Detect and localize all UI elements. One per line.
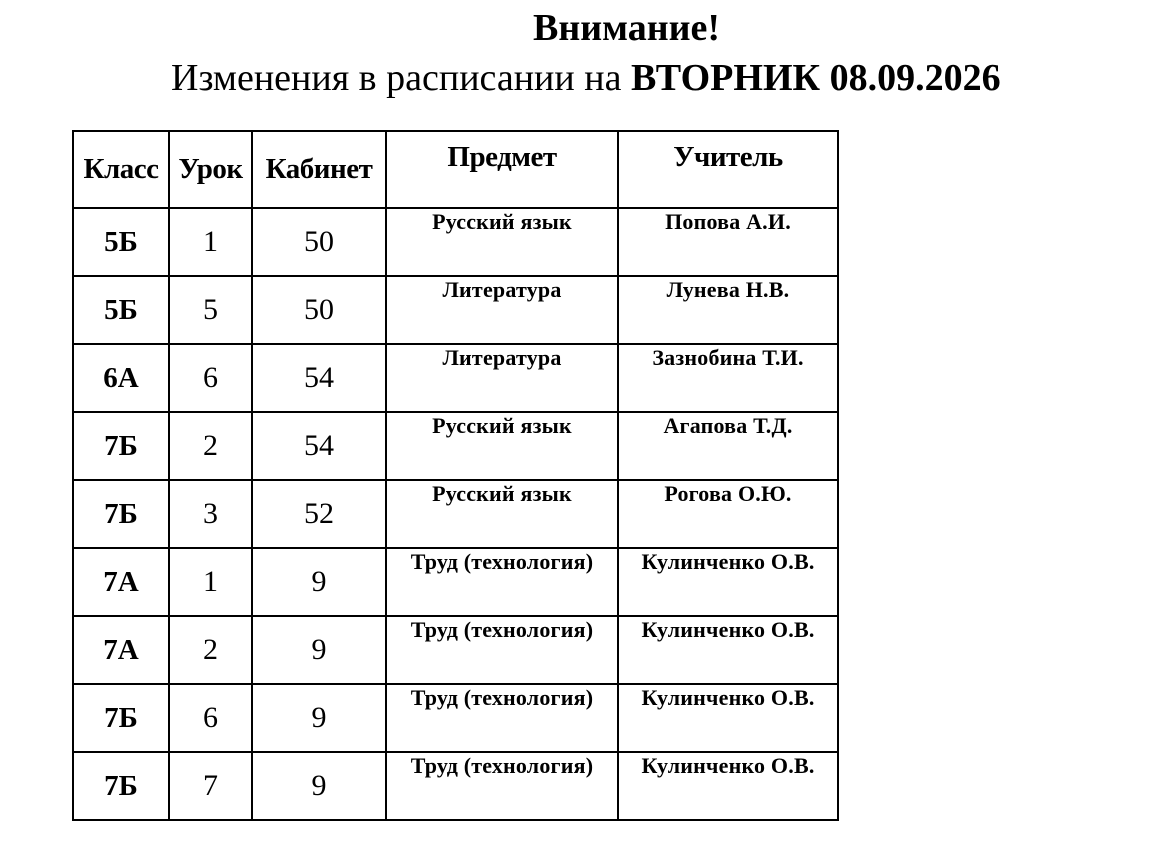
cell-class: 7А xyxy=(73,616,169,684)
cell-lesson: 3 xyxy=(169,480,252,548)
cell-subject: Труд (технология) xyxy=(386,752,618,820)
cell-room: 9 xyxy=(252,684,386,752)
notice-subtitle xyxy=(171,56,1001,100)
cell-teacher: Зазнобина Т.И. xyxy=(618,344,838,412)
cell-lesson: 5 xyxy=(169,276,252,344)
cell-class: 7Б xyxy=(73,752,169,820)
cell-subject: Русский язык xyxy=(386,208,618,276)
cell-class: 7А xyxy=(73,548,169,616)
cell-subject: Литература xyxy=(386,276,618,344)
table-row xyxy=(73,276,838,344)
cell-class: 5Б xyxy=(73,276,169,344)
cell-room: 50 xyxy=(252,208,386,276)
header-lesson: Урок xyxy=(169,131,252,208)
cell-lesson: 1 xyxy=(169,208,252,276)
table-header-row xyxy=(73,131,838,208)
cell-teacher: Кулинченко О.В. xyxy=(618,752,838,820)
cell-teacher: Агапова Т.Д. xyxy=(618,412,838,480)
cell-lesson: 1 xyxy=(169,548,252,616)
cell-class: 7Б xyxy=(73,684,169,752)
cell-teacher: Рогова О.Ю. xyxy=(618,480,838,548)
cell-subject: Труд (технология) xyxy=(386,548,618,616)
cell-class: 7Б xyxy=(73,480,169,548)
cell-room: 54 xyxy=(252,412,386,480)
cell-lesson: 7 xyxy=(169,752,252,820)
cell-teacher: Лунева Н.В. xyxy=(618,276,838,344)
table-row xyxy=(73,684,838,752)
cell-room: 54 xyxy=(252,344,386,412)
cell-class: 6А xyxy=(73,344,169,412)
cell-lesson: 6 xyxy=(169,344,252,412)
subtitle-prefix: Изменения в расписании на xyxy=(171,57,631,99)
table-row xyxy=(73,208,838,276)
cell-room: 50 xyxy=(252,276,386,344)
schedule-changes-table xyxy=(72,130,839,821)
cell-subject: Труд (технология) xyxy=(386,616,618,684)
cell-subject: Русский язык xyxy=(386,412,618,480)
header-subject: Предмет xyxy=(386,131,618,208)
table-row xyxy=(73,548,838,616)
cell-lesson: 2 xyxy=(169,412,252,480)
cell-room: 9 xyxy=(252,616,386,684)
header-class: Класс xyxy=(73,131,169,208)
table-row xyxy=(73,752,838,820)
cell-teacher: Кулинченко О.В. xyxy=(618,548,838,616)
table-row xyxy=(73,344,838,412)
cell-teacher: Кулинченко О.В. xyxy=(618,684,838,752)
cell-room: 9 xyxy=(252,752,386,820)
cell-lesson: 2 xyxy=(169,616,252,684)
notice-title: Внимание! xyxy=(533,7,721,49)
cell-subject: Русский язык xyxy=(386,480,618,548)
subtitle-day: ВТОРНИК 08.09.2026 xyxy=(630,57,1001,99)
cell-teacher: Попова А.И. xyxy=(618,208,838,276)
cell-subject: Литература xyxy=(386,344,618,412)
header-room: Кабинет xyxy=(252,131,386,208)
table-row xyxy=(73,480,838,548)
table-row xyxy=(73,616,838,684)
cell-lesson: 6 xyxy=(169,684,252,752)
cell-subject: Труд (технология) xyxy=(386,684,618,752)
cell-room: 52 xyxy=(252,480,386,548)
cell-class: 5Б xyxy=(73,208,169,276)
cell-class: 7Б xyxy=(73,412,169,480)
cell-teacher: Кулинченко О.В. xyxy=(618,616,838,684)
table-row xyxy=(73,412,838,480)
header-teacher: Учитель xyxy=(618,131,838,208)
cell-room: 9 xyxy=(252,548,386,616)
